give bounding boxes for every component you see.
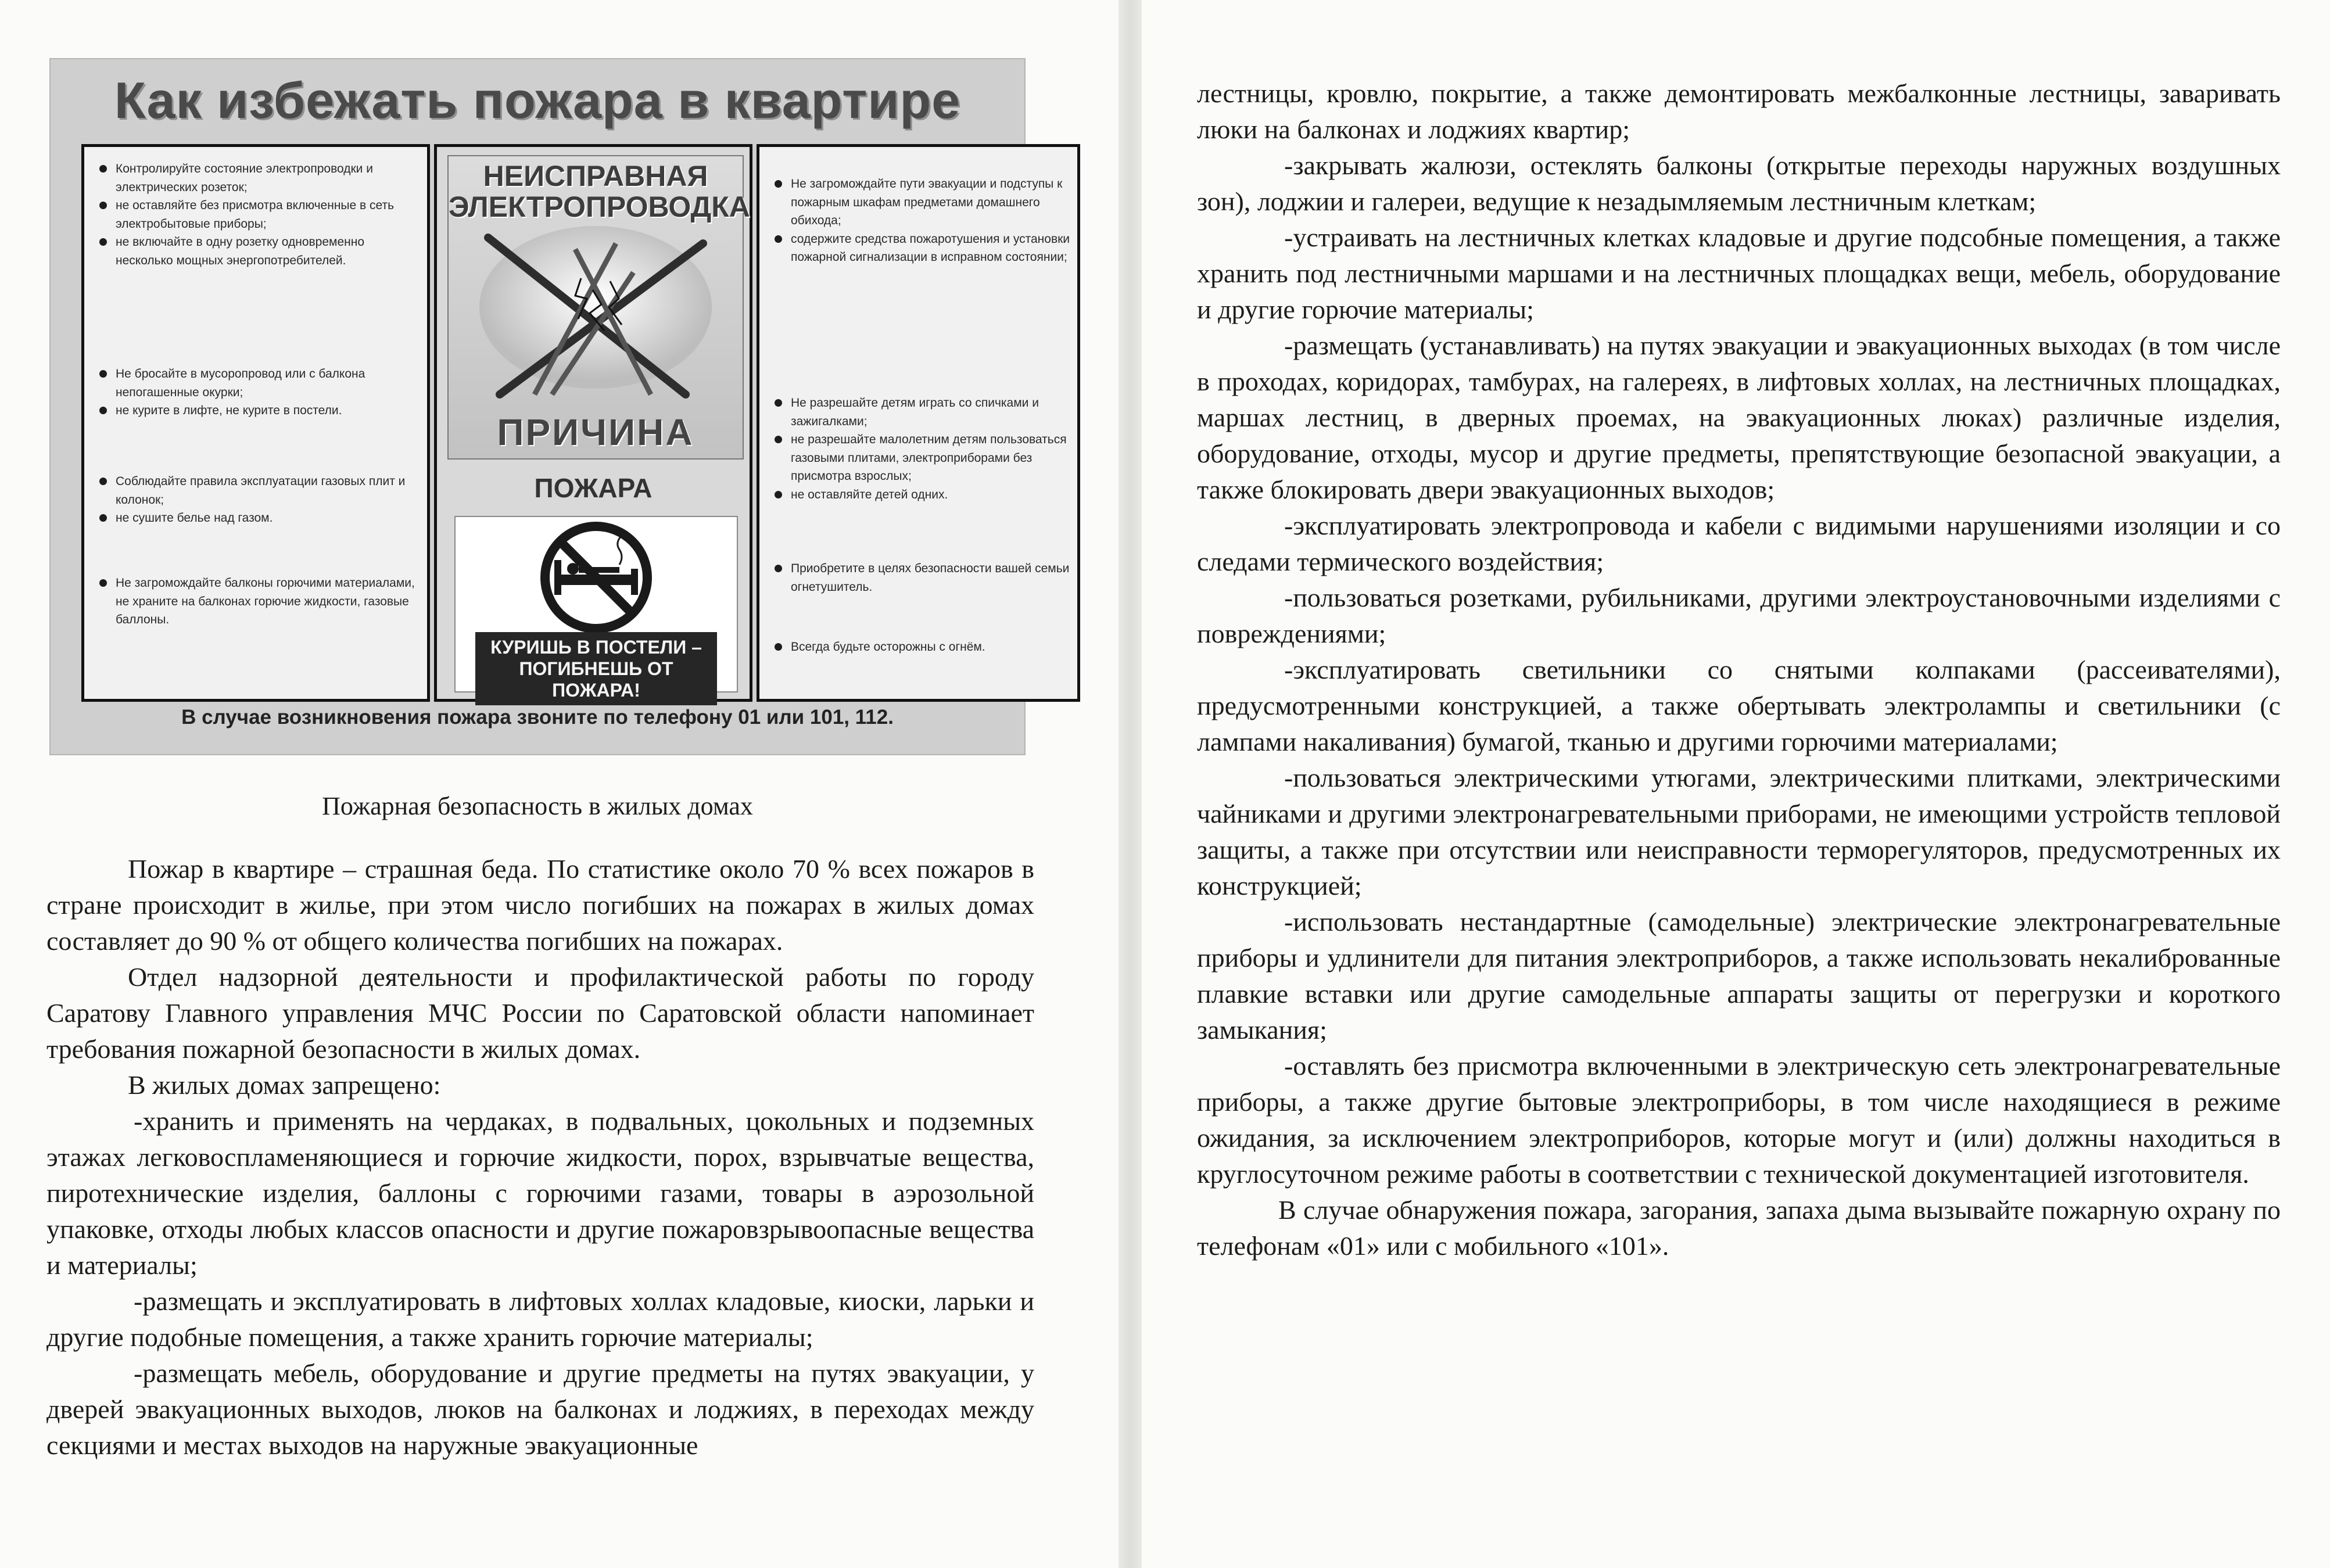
paragraph: -пользоваться розетками, рубильниками, другими электроустановочными изделиями с повреждениями; [1197, 583, 2281, 648]
poster-right-panel [757, 144, 1080, 702]
faulty-wiring-illustration [447, 155, 750, 460]
page-fold [1119, 0, 1142, 1568]
paragraph: -размещать (устанавливать) на путях эвакуации и эвакуационных выходах (в том числе в проходах, коридорах, тамбурах, на галереях, в лифтовых холлах, на лестничных площадках, маршах лестниц, в дверных проемах, на эвакуационных люках) различные изделия, оборудование, отходы, мусор и другие предметы, препятствующие безопасной эвакуации, а также блокировать двери эвакуационных выходов; [1197, 331, 2281, 504]
paragraph: -размещать и эксплуатировать в лифтовых холлах кладовые, киоски, ларьки и другие подобные помещения, а также хранить горючие материалы; [46, 1286, 1034, 1352]
bullet-item: не оставляйте детей одних. [770, 486, 1072, 504]
paragraph: -использовать нестандартные (самодельные) электрические электронагревательные приборы и удлинители для питания электроприборов, а также использовать некалиброванные плавкие вставки или другие самодельные аппараты защиты от перегрузки и короткого замыкания; [1197, 907, 2281, 1045]
bullet-item: не сушите белье над газом. [95, 509, 420, 528]
paragraph: Пожар в квартире – страшная беда. По статистике около 70 % всех пожаров в стране происходит в жилье, при этом число погибших на пожарах в жилых домах составляет до 90 % от общего количества погибших на пожарах. [46, 854, 1034, 956]
sparking-wires-icon [476, 226, 715, 400]
bullet-item: содержите средства пожаротушения и установки пожарной сигнализации в исправном состоянии; [770, 230, 1072, 267]
paragraph: В случае обнаружения пожара, загорания, запаха дыма вызывайте пожарную охрану по телефонам «01» или с мобильного «101». [1197, 1195, 2281, 1261]
bullet-item: Не бросайте в мусоропровод или с балкона непогашенные окурки; [95, 365, 420, 401]
bullet-item: Не загромождайте балконы горючими материалами, не храните на балконах горючие жидкости, газовые баллоны. [95, 574, 420, 629]
paragraph: лестницы, кровлю, покрытие, а также демонтировать межбалконные лестницы, заваривать люки на балконах и лоджиях квартир; [1197, 78, 2281, 144]
bullet-item: Контролируйте состояние электропроводки и электрических розеток; [95, 160, 420, 196]
paragraph: -эксплуатировать светильники со снятыми колпаками (рассеивателями), предусмотренными конструкцией, а также обертывать электролампы и светильники (с лампами накаливания) бумагой, тканью и другими горючими материалами; [1197, 655, 2281, 756]
bullet-item: Не разрешайте детям играть со спичками и зажигалками; [770, 394, 1072, 430]
paragraph: -размещать мебель, оборудование и другие предметы на путях эвакуации, у дверей эвакуационных выходов, люков на балконах и лоджиях, в переходах между секциями и местах выходов на наружные эвакуационные [46, 1358, 1034, 1460]
right-bullet-group-3 [770, 559, 1072, 596]
right-bullet-group-2 [770, 394, 1072, 504]
poster-title: Как избежать пожара в квартире [114, 71, 961, 129]
left-bullet-group-2 [95, 365, 420, 420]
bullet-item: Не загромождайте пути эвакуации и подступы к пожарным шкафам предметами домашнего обихода; [770, 175, 1072, 230]
bullet-item: Всегда будьте осторожны с огнём. [770, 638, 1072, 656]
paragraph: -эксплуатировать электропровода и кабели с видимыми нарушениями изоляции и со следами термического воздействия; [1197, 511, 2281, 576]
poster-footer: В случае возникновения пожара звоните по телефону 01 или 101, 112. [181, 706, 894, 729]
no-smoking-bed-icon [509, 519, 683, 636]
left-bullet-group-3 [95, 472, 420, 528]
wiring-headline: НЕИСПРАВНАЯ ЭЛЕКТРОПРОВОДКА [449, 160, 750, 223]
fire-safety-poster [49, 58, 1070, 755]
no-smoking-warning: КУРИШЬ В ПОСТЕЛИ – ПОГИБНЕШЬ ОТ ПОЖАРА! [475, 632, 717, 705]
paragraph: Отдел надзорной деятельности и профилактической работы по городу Саратову Главного управления МЧС России по Саратовской области напоминает требования пожарной безопасности в жилых домах. [46, 962, 1034, 1064]
right-text-column [1197, 76, 2281, 1264]
paragraph: В жилых домах запрещено: [128, 1070, 441, 1100]
bullet-item: Приобретите в целях безопасности вашей семьи огнетушитель. [770, 559, 1072, 596]
left-bullet-group-1 [95, 160, 420, 270]
paragraph: -закрывать жалюзи, остеклять балконы (открытые переходы наружных воздушных зон), лоджии и галереи, ведущие к незадымляемым лестничным клеткам; [1197, 150, 2281, 216]
right-bullet-group-1 [770, 175, 1072, 267]
paragraph: -пользоваться электрическими утюгами, электрическими плитками, электрическими чайниками и другими электронагревательными приборами, не имеющими устройств тепловой защиты, а также при отсутствии или неисправности терморегуляторов, предусмотренных их конструкцией; [1197, 763, 2281, 900]
paragraph: -хранить и применять на чердаках, в подвальных, цокольных и подземных этажах легковоспламеняющиеся и горючие жидкости, порох, взрывчатые вещества, пиротехнические изделия, баллоны с горючими газами, товары в аэрозольной упаковке, отходы любых классов опасности и другие пожаровзрывоопасные вещества и материалы; [46, 1106, 1034, 1280]
left-bullet-group-4 [95, 574, 420, 629]
bullet-item: не разрешайте малолетним детям пользоваться газовыми плитами, электроприборами без присмотра взрослых; [770, 430, 1072, 486]
left-text-column [46, 851, 1034, 1463]
paragraph: -устраивать на лестничных клетках кладовые и другие подсобные помещения, а также хранить под лестничными маршами и на лестничных площадках вещи, мебель, оборудование и другие горючие материалы; [1197, 223, 2281, 324]
bullet-item: не оставляйте без присмотра включенные в сеть электробытовые приборы; [95, 196, 420, 233]
bullet-item: не включайте в одну розетку одновременно несколько мощных энергопотребителей. [95, 233, 420, 270]
paragraph: -оставлять без присмотра включенными в электрическую сеть электронагревательные приборы, а также другие бытовые электроприборы, в том числе находящиеся в режиме ожидания, за исключением электроприборов, которые могут и (или) должны находиться в круглосуточном режиме работы в соответствии с технической документацией изготовителя. [1197, 1051, 2281, 1189]
left-page [0, 0, 1119, 1568]
right-bullet-group-4 [770, 638, 1072, 656]
cause-label: ПРИЧИНА [497, 411, 694, 453]
bullet-item: Соблюдайте правила эксплуатации газовых плит и колонок; [95, 472, 420, 509]
bullet-item: не курите в лифте, не курите в постели. [95, 401, 420, 420]
fire-label: ПОЖАРА [534, 473, 653, 503]
no-smoking-in-bed-sign [454, 516, 738, 701]
poster-left-panel [81, 144, 430, 702]
document-title: Пожарная безопасность в жилых домах [322, 792, 753, 820]
poster-middle-panel [434, 144, 752, 702]
